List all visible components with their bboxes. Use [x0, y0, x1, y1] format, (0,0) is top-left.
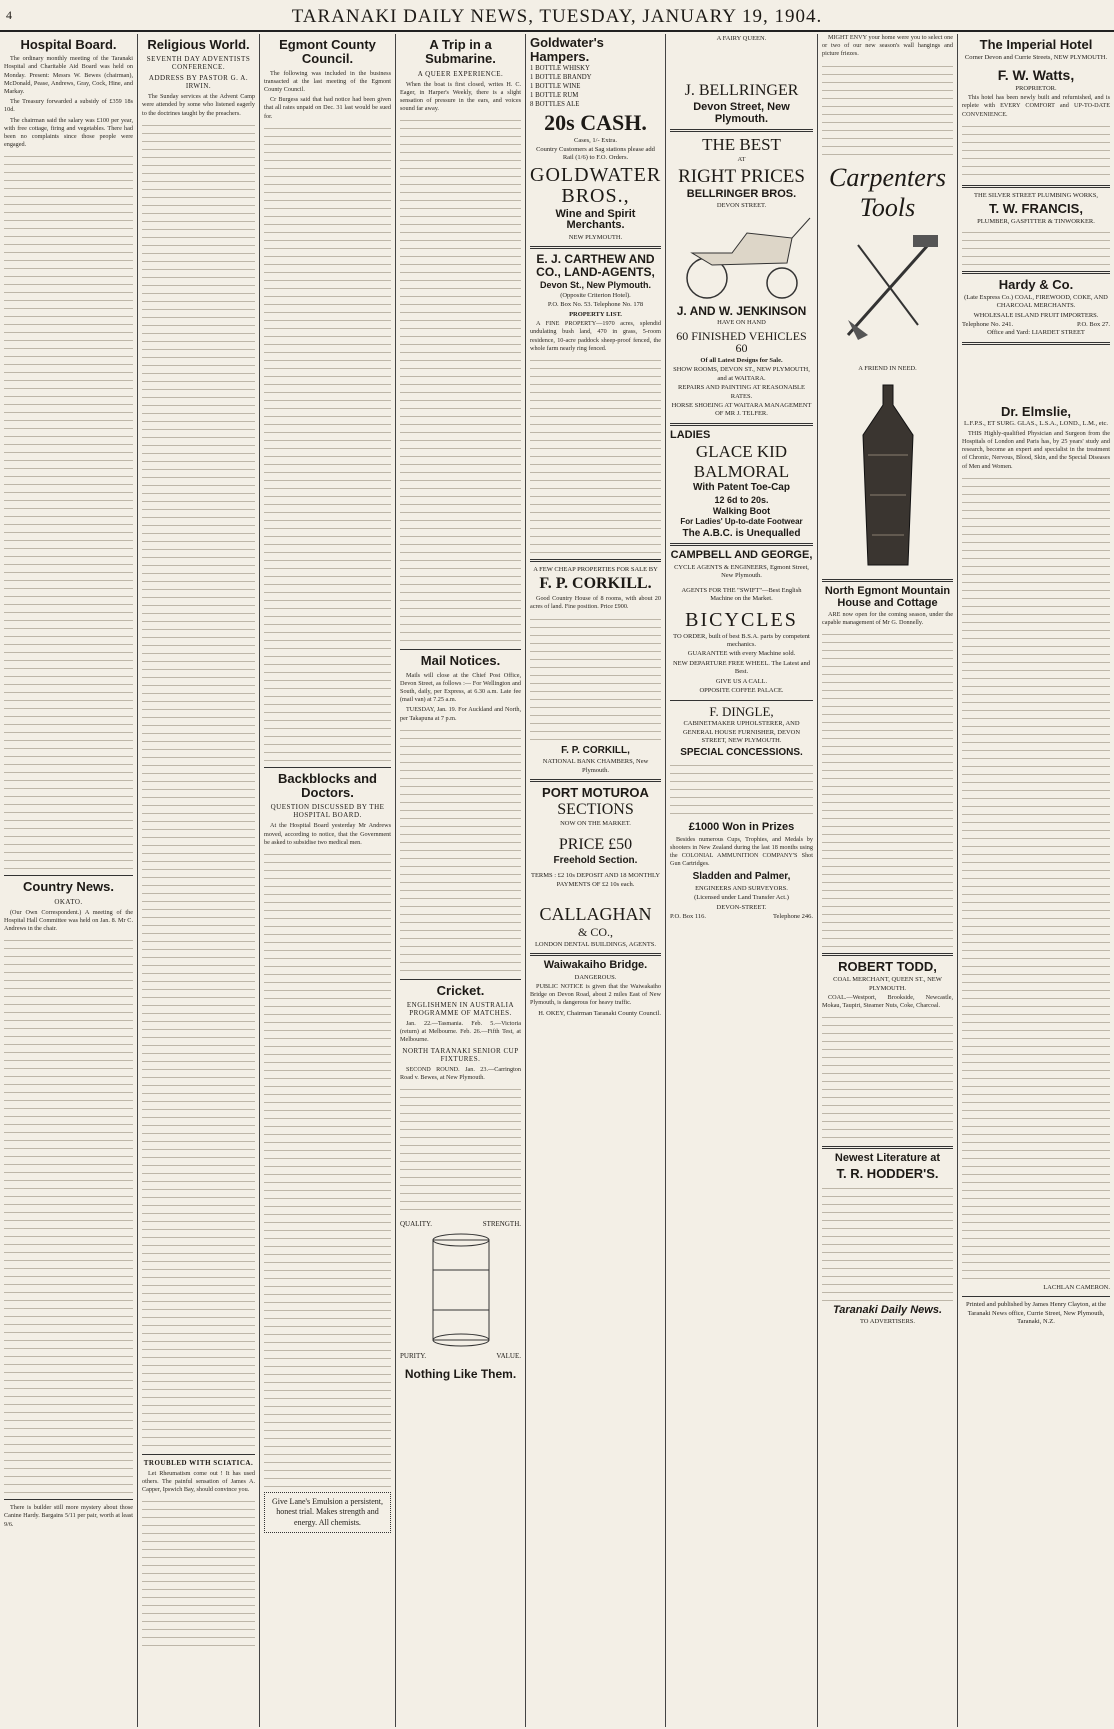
the-best: THE BEST — [702, 135, 781, 155]
corkill-signature: F. P. CORKILL, — [561, 744, 630, 756]
moturoa-terms: TERMS : £2 10s DEPOSIT AND 18 MONTHLY PAYMENTS OF £2 10s each. — [530, 872, 661, 888]
silver-star-works: THE SILVER STREET PLUMBING WORKS, — [974, 191, 1098, 199]
po-box: P.O. Box 116. — [670, 913, 707, 921]
corkill-intro: A FEW CHEAP PROPERTIES FOR SALE BY — [533, 566, 658, 574]
jenkinson-name: J. AND W. JENKINSON — [676, 303, 807, 318]
quality-row — [400, 1220, 521, 1228]
francis-filler — [962, 227, 1110, 267]
masthead — [0, 0, 1114, 32]
backblocks-body-filler — [264, 849, 391, 1489]
religious-body-filler — [142, 120, 255, 1450]
property-list-heading: PROPERTY LIST. — [569, 310, 622, 318]
hamper-item: 1 BOTTLE BRANDY — [530, 74, 592, 82]
elmslie-name: Dr. Elmslie, — [1000, 403, 1072, 419]
repairs: REPAIRS AND PAINTING AT REASONABLE RATES. — [678, 384, 805, 400]
divider — [530, 779, 661, 782]
divider — [670, 129, 813, 132]
dingle-subtitle: CABINETMAKER UPHOLSTERER, AND GENERAL HOUSE FURNISHER, DEVON STREET, NEW PLYMOUTH. — [682, 720, 801, 745]
cycle-agents: CYCLE AGENTS & ENGINEERS, Egmont Street, New Plymouth. — [674, 563, 809, 580]
religious-world-heading: Religious World. — [147, 37, 250, 52]
value-label: VALUE. — [496, 1352, 521, 1360]
dingle-filler — [670, 760, 813, 820]
hospital-text-1: The ordinary monthly meeting of the Taranaki Hospital and Charitable Aid Board was held on Monday. Present: Messrs W. Bewes (chairman), McDonald, Pease, Andrews, Gray, Cock, Hine, and Markay. — [4, 55, 133, 96]
up-to-date-footwear: For Ladies' Up-to-date Footwear — [680, 517, 803, 527]
property-filler — [530, 355, 661, 555]
newest-literature: Newest Literature at — [834, 1152, 941, 1165]
carthew-box: P.O. Box No. 53. Telephone No. 178 — [547, 301, 644, 309]
horse-shoeing: HORSE SHOEING AT WAITARA MANAGEMENT OF MR J. TELFER. — [671, 401, 812, 418]
vehicles-count: 60 FINISHED VEHICLES 60 — [676, 328, 807, 356]
opposite-coffee-palace: OPPOSITE COFFEE PALACE. — [699, 687, 784, 695]
country-body-filler — [4, 935, 133, 1495]
latest-designs: Of all Latest Designs for Sale. — [700, 356, 783, 364]
divider — [962, 342, 1110, 345]
hodder-name: T. R. HODDER'S. — [836, 1165, 939, 1181]
column-3 — [260, 34, 396, 1727]
goldwater-hampers-heading: Goldwater's Hampers. — [530, 35, 604, 64]
address-subheading: ADDRESS BY PASTOR G. A. IRWIN. — [148, 74, 249, 91]
hamper-item: 1 BOTTLE WHISKY — [530, 65, 590, 73]
divider — [4, 875, 133, 876]
divider — [670, 423, 813, 426]
callaghan-co: & CO., — [577, 924, 613, 939]
divider — [962, 271, 1110, 274]
fairy-queen: A FAIRY QUEEN. — [716, 35, 767, 42]
carthew-address: Devon St., New Plymouth. — [539, 279, 651, 290]
cricket-text-1: Jan. 22.—Tasmania. Feb. 5.—Victoria (return) at Melbourne. Feb. 26.—Fifth Test, at Melbourne. — [400, 1020, 521, 1044]
divider — [822, 1146, 953, 1149]
walking-boot: Walking Boot — [712, 505, 771, 516]
sciatica-body-filler — [142, 1496, 255, 1646]
submarine-heading: A Trip in a Submarine. — [425, 37, 496, 67]
hardy-box: P.O. Box 27. — [1076, 321, 1110, 329]
bellringer-name: J. BELLRINGER — [684, 82, 799, 100]
submarine-text: When the boat is first closed, writes H. C. Eager, in Harper's Weekly, there is a slight sensation of pressure in the ears, and voices sound far away. — [400, 80, 521, 113]
bellringer-bros: BELLRINGER BROS. — [686, 187, 797, 200]
strength-label: STRENGTH. — [482, 1220, 521, 1228]
hamper-price: 20s CASH. — [544, 110, 647, 136]
devon-street: DEVON STREET. — [716, 202, 767, 210]
divider — [962, 1296, 1110, 1297]
bridge-dangerous: DANGEROUS. — [574, 973, 617, 981]
bridge-text: PUBLIC NOTICE is given that the Waiwakaiho Bridge on Devon Road, about 2 miles East of New Plymouth, is dangerous for heavy traffic. — [530, 982, 661, 1007]
moturoa-price: PRICE £50 — [558, 835, 633, 853]
imprint: Printed and published by James Henry Clayton, at the Taranaki News office, Currie Street, New Plymouth, Taranaki, N.Z. — [966, 1301, 1106, 1325]
hospital-text-3: The chairman said the salary was £100 per year, with free cottage, firing and vegetables. There had been no complaints since those people were engaged. — [4, 116, 133, 149]
hardy-telephone: Telephone No. 241. — [962, 321, 1014, 329]
carthew-name: E. J. CARTHEW AND CO., LAND-AGENTS, — [536, 252, 655, 279]
bridge-signature: H. OKEY, Chairman Taranaki County Council. — [538, 1009, 661, 1017]
won-in-prizes: £1000 Won in Prizes — [688, 821, 795, 834]
bridge-heading: Waiwakaiho Bridge. — [543, 959, 648, 971]
watts-text: This hotel has been newly built and refurnished, and is replete with EVERY COMFORT and UP-TO-DATE CONVENIENCE. — [962, 94, 1110, 118]
fruit-importers: WHOLESALE ISLAND FRUIT IMPORTERS. — [973, 311, 1099, 319]
licensed-land-transfer: (Licensed under Land Transfer Act.) — [694, 894, 789, 902]
hardy-office: Office and Yard: LIARDET STREET — [987, 329, 1085, 337]
divider — [400, 649, 521, 650]
wine-merchants: Wine and Spirit Merchants. — [555, 207, 636, 232]
bicycles-heading: BICYCLES — [685, 608, 798, 631]
new-plymouth: NEW PLYMOUTH. — [568, 233, 623, 241]
cases-note: Cases, 1/- Extra. — [574, 136, 617, 144]
daily-news-heading: Taranaki Daily News. — [832, 1303, 943, 1316]
carpenters-tools: Carpenters Tools — [829, 162, 946, 222]
robert-todd: ROBERT TODD, — [838, 959, 937, 975]
special-concessions: SPECIAL CONCESSIONS. — [680, 746, 803, 758]
hamper-item: 8 BOTTLES ALE — [530, 100, 580, 108]
hardy-subtitle: (Late Express Co.) COAL, FIREWOOD, COKE, AND CHARCOAL MERCHANTS. — [964, 293, 1108, 310]
hamper-item: 1 BOTTLE WINE — [530, 82, 581, 90]
coal-filler — [822, 1012, 953, 1142]
wall-hangings-text: MIGHT ENVY your home were you to select one or two of our new season's wall hangings and picture friezes. — [822, 34, 953, 58]
imperial-address: Corner Devon and Currie Streets, NEW PLYMOUTH. — [964, 53, 1108, 61]
freehold-section: Freehold Section. — [553, 854, 638, 866]
newspaper-title: TARANAKI DAILY NEWS, TUESDAY, JANUARY 19, 1904. — [291, 6, 823, 27]
balmoral: BALMORAL — [693, 462, 790, 482]
country-news-heading: Country News. — [22, 879, 114, 895]
corkill-name: F. P. CORKILL. — [539, 575, 652, 593]
corkill-text: Good Country House of 8 rooms, with about 20 acres of land. Fine position. Price £900. — [530, 595, 661, 611]
mountain-house-filler — [822, 629, 953, 949]
column-2 — [138, 34, 260, 1727]
divider — [530, 559, 661, 562]
elmslie-text: THIS Highly-qualified Physician and Surgeon from the Hospitals of London and Paris has, by 25 years' study and research, become an expert and specialist in the treatment of Chronic, Nervous, Blood, Skin, and the Special Diseases of Men and Women. — [962, 429, 1110, 470]
wall-hangings-filler — [822, 61, 953, 161]
submarine-body-filler — [400, 115, 521, 645]
column-8 — [958, 34, 1114, 1727]
corkill-address: NATIONAL BANK CHAMBERS, New Plymouth. — [542, 758, 649, 774]
cocoa-tin-illustration — [411, 1230, 511, 1350]
column-7 — [818, 34, 958, 1727]
country-text-1: (Our Own Correspondent.) A meeting of the Hospital Hall Committee was held on Jan. 8. Mr C. Andrews in the chair. — [4, 908, 133, 933]
submarine-subheading: A QUEER EXPERIENCE. — [417, 69, 504, 78]
carthew-opposite: (Opposite Criterion Hotel). — [560, 291, 631, 299]
country-text-2: There is builder still more mystery about those Canine Hardy. Bargains 5/11 per pair, worth at least 9/6. — [4, 1504, 133, 1528]
cricket-text-2: SECOND ROUND. Jan. 23.—Carrington Road v. Bewes, at New Plymouth. — [400, 1065, 521, 1081]
country-customers-note: Country Customers at Sag stations please add Rail (1/6) to F.O. Orders. — [536, 145, 655, 162]
show-rooms: SHOW ROOMS, DEVON ST., NEW PLYMOUTH, and at WAITARA. — [673, 366, 810, 382]
divider — [670, 543, 813, 546]
swift-agents: AGENTS FOR THE "SWIFT"—Best English Machine on the Market. — [681, 586, 802, 603]
egmont-text-1: The following was included in the business transacted at the last meeting of the Egmont County Council. — [264, 69, 391, 93]
divider — [4, 1499, 133, 1500]
francis-name: T. W. FRANCIS, — [989, 201, 1083, 217]
cricket-body-filler — [400, 1084, 521, 1214]
sladden-contact — [670, 913, 813, 920]
mail-text-2: TUESDAY, Jan. 19. For Auckland and North, per Takapuna at 7 p.m. — [400, 706, 521, 722]
hotel-filler — [962, 121, 1110, 181]
engineers-surveyors: ENGINEERS AND SURVEYORS. — [695, 884, 788, 892]
hospital-body-filler — [4, 151, 133, 871]
coal-list: COAL.—Westport, Brookside, Newcastle, Mokau, Taupiri, Steamer Nuts, Coke, Charcoal. — [822, 993, 953, 1010]
callaghan-address: LONDON DENTAL BUILDINGS, AGENTS. — [534, 940, 657, 948]
divider — [670, 700, 813, 701]
sladden-palmer: Sladden and Palmer, — [692, 871, 791, 883]
hospital-board-heading: Hospital Board. — [20, 37, 117, 52]
at-label: AT — [737, 156, 746, 164]
callaghan-name: CALLAGHAN — [539, 904, 652, 925]
okato-subheading: OKATO. — [54, 897, 83, 906]
divider — [142, 1454, 255, 1455]
quality-label: QUALITY. — [400, 1220, 432, 1228]
dingle-name: F. DINGLE, — [709, 703, 774, 719]
mountain-house-heading: North Egmont Mountain House and Cottage — [824, 585, 951, 609]
medicine-bottle-illustration — [838, 375, 938, 575]
emulsion-advert — [264, 1492, 391, 1533]
purity-label: PURITY. — [400, 1352, 427, 1360]
to-advertisers: TO ADVERTISERS. — [859, 1318, 916, 1326]
nothing-like-them: Nothing Like Them. — [404, 1367, 517, 1381]
property-text: A FINE PROPERTY—1970 acres, splendid undulating bush land, 470 in grass, 5-room residence, 10-acre paddock sheep-proof fenced, the whole farm nearly ring fenced. — [530, 320, 661, 352]
hamper-items — [530, 65, 661, 109]
elmslie-qualifications: L.F.P.S., ET SURG. GLAS., L.S.A., LOND., L.M., etc. — [964, 420, 1108, 428]
have-on-hand: HAVE ON HAND — [717, 319, 766, 327]
hardy-contact — [962, 321, 1110, 328]
divider — [962, 185, 1110, 188]
right-prices: RIGHT PRICES — [678, 165, 805, 187]
friend-in-need: A FRIEND IN NEED. — [858, 364, 917, 372]
literature-filler — [822, 1183, 953, 1303]
tools-illustration — [828, 225, 948, 345]
lachlan-cameron: LACHLAN CAMERON. — [1043, 1283, 1110, 1291]
divider — [530, 246, 661, 249]
page-number: 4 — [6, 8, 13, 22]
give-us-call: GIVE US A CALL. — [715, 677, 768, 685]
francis-trades: PLUMBER, GASFITTER & TINWORKER. — [977, 217, 1095, 225]
telephone: Telephone 246. — [773, 913, 813, 921]
carriage-illustration — [672, 213, 812, 303]
mountain-house-text: ARE now open for the coming season, under the capable management of Mr G. Donnelly. — [822, 611, 953, 627]
proprietor: PROPRIETOR. — [1015, 84, 1057, 92]
egmont-body-filler — [264, 123, 391, 763]
column-1 — [0, 34, 138, 1727]
religious-text: The Sunday services at the Advent Camp were attended by some who listened eagerly to the doctrines taught by the preachers. — [142, 93, 255, 117]
campbell-george: CAMPBELL AND GEORGE, — [670, 549, 813, 562]
bellringer-address: Devon Street, New Plymouth. — [693, 101, 790, 125]
mail-text-1: Mails will close at the Chief Post Office, Devon Street, as follows :— For Wellington and South, daily, per Express, at 6.30 a.m. Late fee (mail van) at 7.25 a.m. — [400, 671, 521, 704]
egmont-text-2: Cr Burgess said that had notice had been given that all rates unpaid on Dec. 31 last would be sued for. — [264, 96, 391, 120]
goldwater-bros-name: GOLDWATER BROS., — [530, 163, 662, 207]
conference-subheading: SEVENTH DAY ADVENTISTS CONFERENCE. — [146, 55, 251, 72]
hamper-item: 1 BOTTLE RUM — [530, 91, 579, 99]
corkill-filler — [530, 614, 661, 744]
devon-street-2: DEVON-STREET. — [716, 903, 767, 911]
divider — [822, 953, 953, 956]
watts-name: F. W. Watts, — [997, 67, 1075, 84]
sciatica-heading: TROUBLED WITH SCIATICA. — [143, 1458, 254, 1467]
imperial-hotel: The Imperial Hotel — [979, 37, 1093, 52]
moturoa-market: NOW ON THE MARKET. — [560, 820, 631, 828]
backblocks-heading: Backblocks and Doctors. — [278, 770, 377, 801]
divider — [264, 767, 391, 768]
column-4 — [396, 34, 526, 1727]
boot-price: 12 6d to 20s. — [714, 494, 769, 505]
column-6 — [666, 34, 818, 1727]
abc-unequalled: The A.B.C. is Unequalled — [682, 527, 801, 539]
cup-fixtures-subheading: NORTH TARANAKI SENIOR CUP FIXTURES. — [402, 1046, 519, 1063]
sections-heading: SECTIONS — [557, 800, 634, 818]
mail-body-filler — [400, 725, 521, 975]
egmont-council-heading: Egmont County Council. — [279, 37, 376, 67]
divider — [400, 979, 521, 980]
guarantee: GUARANTEE with every Machine sold. — [687, 650, 796, 658]
divider — [822, 579, 953, 582]
emulsion-text: Give Lane's Emulsion a persistent, honest trial. Makes strength and energy. All chemists. — [272, 1496, 383, 1527]
coal-merchant: COAL MERCHANT, QUEEN ST., NEW PLYMOUTH. — [833, 976, 942, 992]
sciatica-text: Let Rheumatism come out ! It has used others. The painful sensation of James A. Capper, Ipswich Bay, should convince you. — [142, 1469, 255, 1494]
hospital-text-2: The Treasury forwarded a subsidy of £359 18s 10d. — [4, 98, 133, 114]
backblocks-text: At the Hospital Board yesterday Mr Andrews moved, according to notice, that the Government be asked to subsidise two medical men. — [264, 822, 391, 846]
cricket-subheading: ENGLISHMEN IN AUSTRALIA PROGRAMME OF MATCHES. — [406, 1001, 515, 1018]
columns — [0, 34, 1114, 1727]
column-5 — [526, 34, 666, 1727]
patent-toe-cap: With Patent Toe-Cap — [693, 482, 790, 494]
won-text: Besides numerous Cups, Trophies, and Medals by shooters in New Zealand during the last 18 months using the COLONIAL AMMUNITION COMPANY'S Shot Gun Cartridges. — [670, 835, 813, 868]
moturoa-heading: PORT MOTUROA — [542, 785, 649, 801]
divider — [530, 953, 661, 956]
new-departure: NEW DEPARTURE FREE WHEEL. The Latest and Best. — [672, 659, 811, 676]
glace-kid: GLACE KID — [695, 442, 788, 462]
hardy-name: Hardy & Co. — [998, 277, 1074, 293]
backblocks-subheading: QUESTION DISCUSSED BY THE HOSPITAL BOARD. — [270, 803, 385, 820]
ladies-heading: LADIES — [670, 428, 711, 441]
mail-notices-heading: Mail Notices. — [420, 653, 501, 669]
purity-row — [400, 1352, 521, 1360]
elmslie-filler — [962, 473, 1110, 1283]
cricket-heading: Cricket. — [436, 982, 485, 998]
bicycles-order: TO ORDER, built of best B.S.A. parts by competent mechanics. — [673, 632, 810, 649]
